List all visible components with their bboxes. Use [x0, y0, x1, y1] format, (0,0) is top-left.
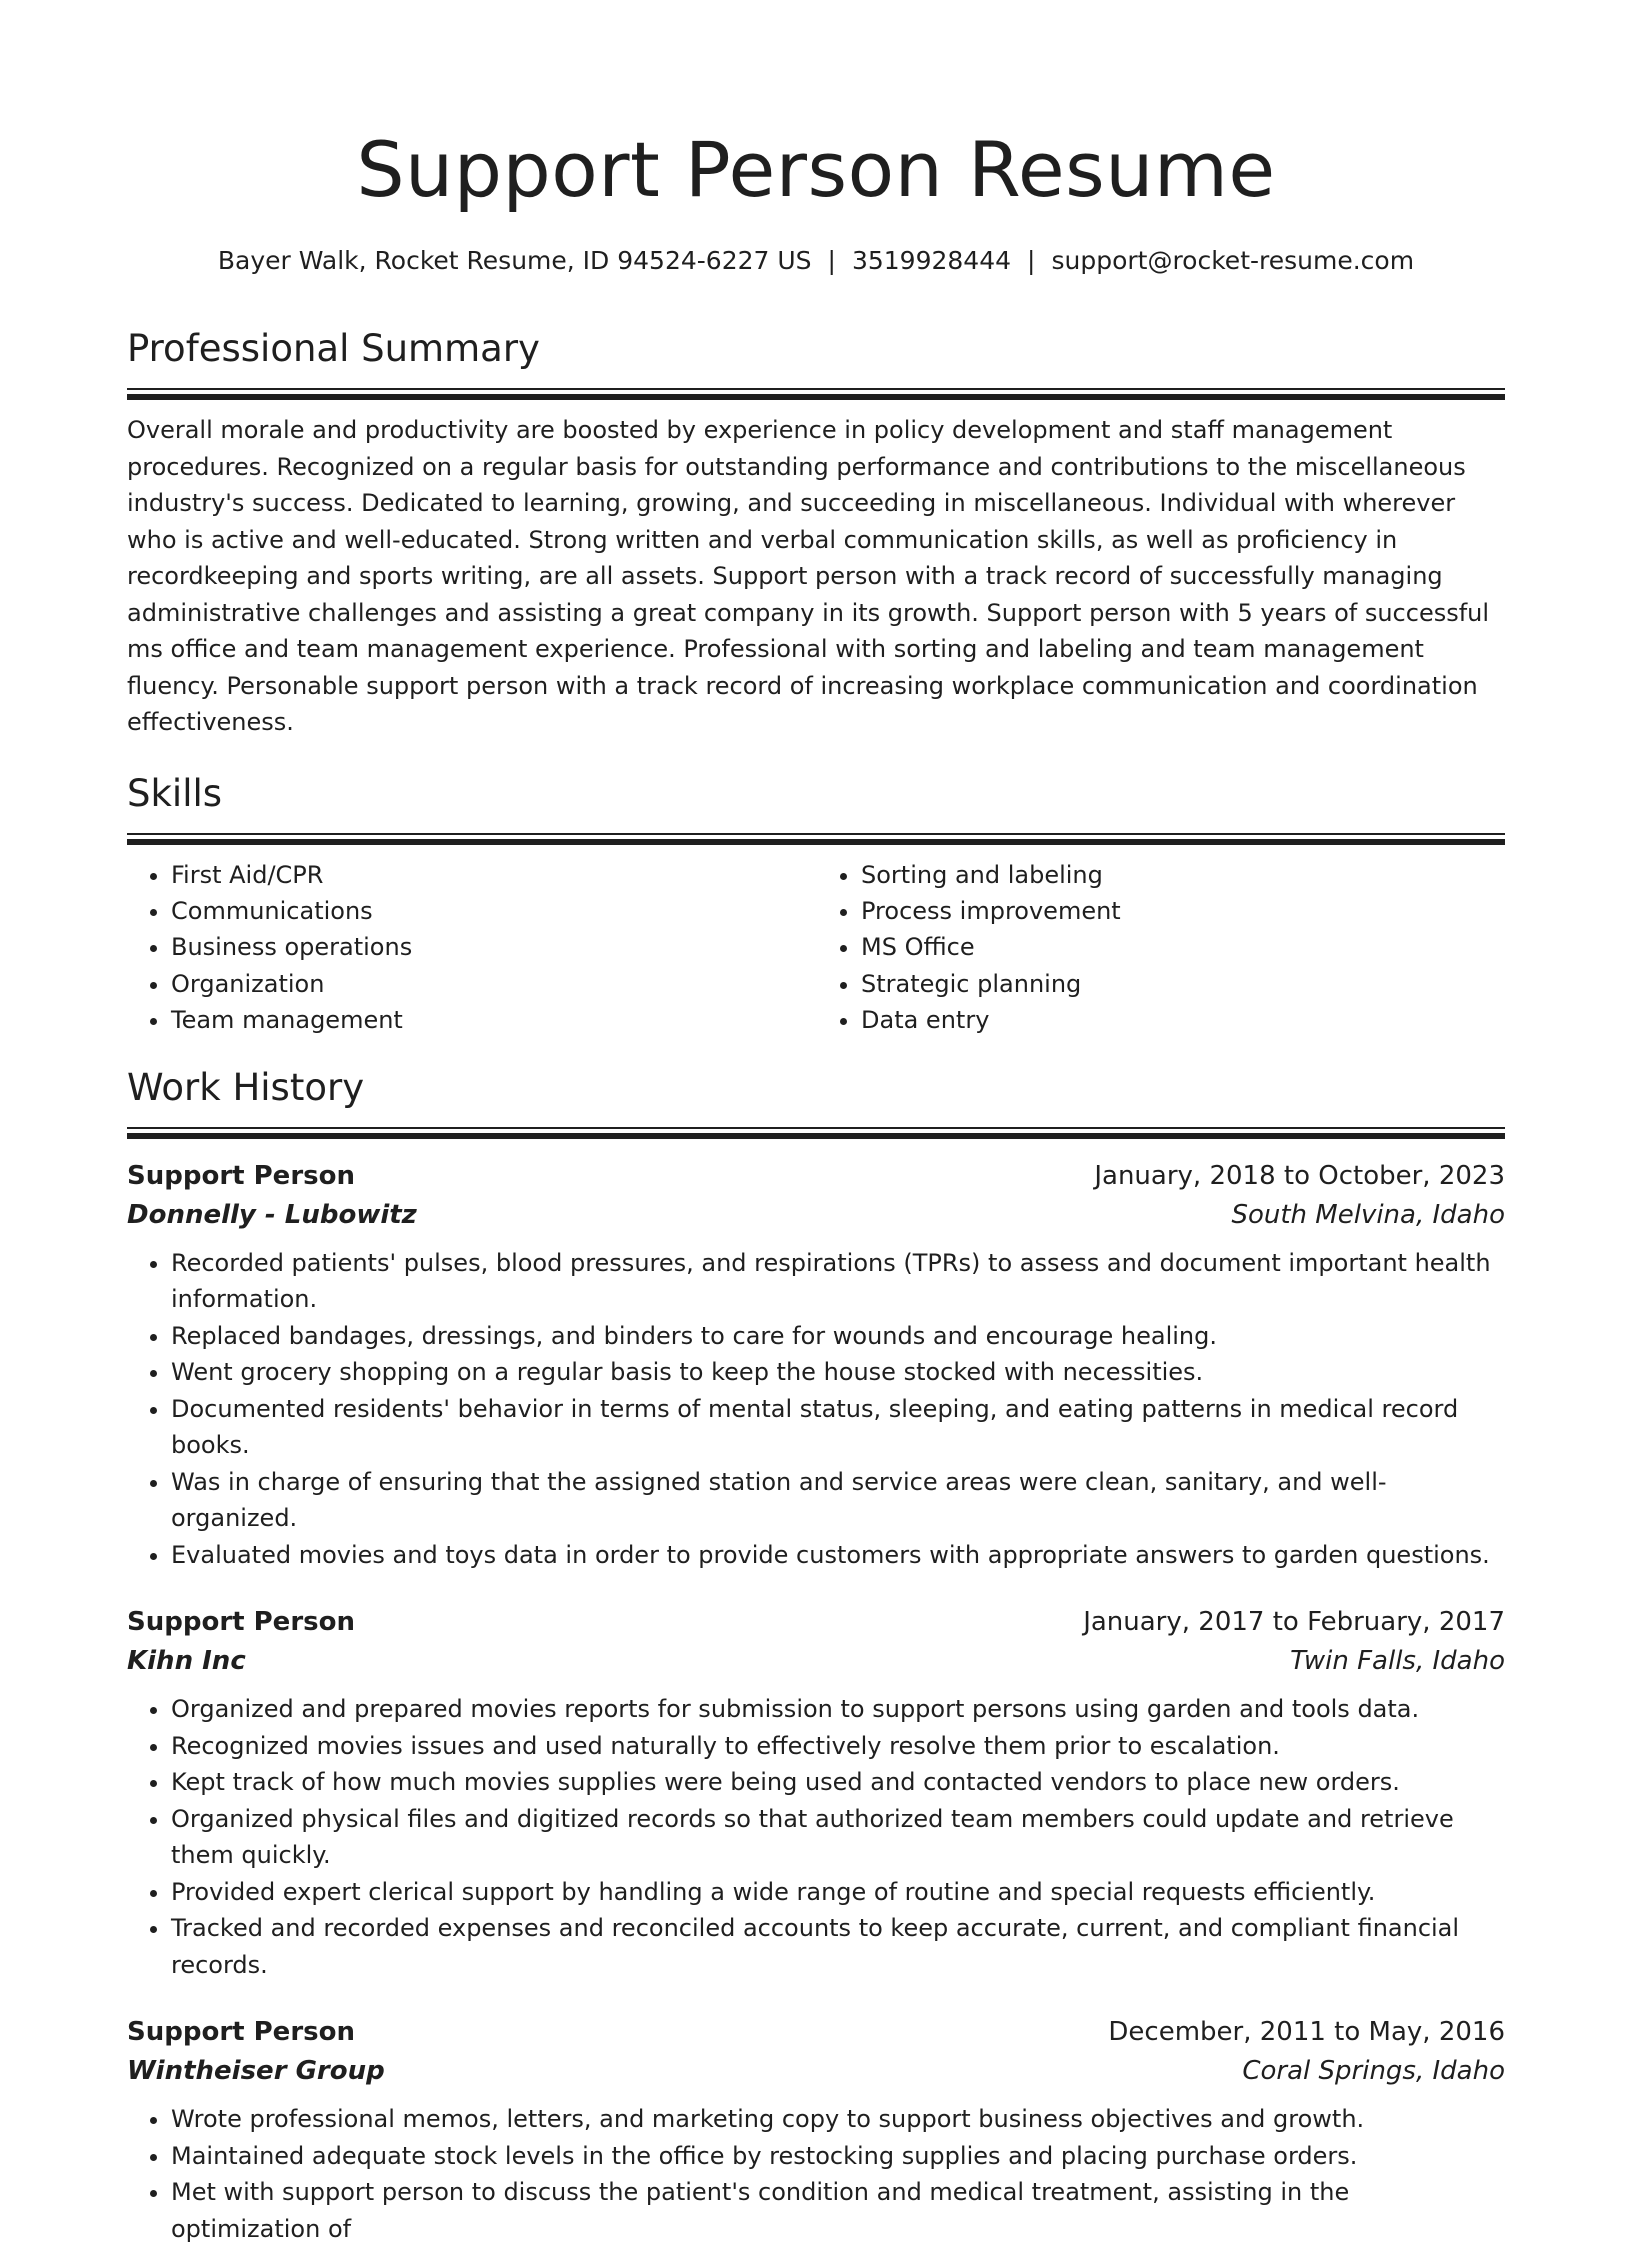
job-title: Support Person [127, 1160, 355, 1191]
job-duty: • Maintained adequate stock levels in the office by restocking supplies and placing purchase orders. [171, 2138, 1505, 2175]
job-duty: • Organized physical files and digitized records so that authorized team members could update and retrieve them quickly. [171, 1801, 1505, 1874]
job-dates: January, 2017 to February, 2017 [1083, 1607, 1505, 1638]
job-title: Support Person [127, 2017, 355, 2048]
job-duty: • Kept track of how much movies supplies were being used and contacted vendors to place new orders. [171, 1764, 1505, 1801]
skill-item: • Strategic planning [861, 966, 1505, 1002]
job-location: Coral Springs, Idaho [1242, 2056, 1505, 2087]
resume-title: Support Person Resume [356, 125, 1276, 214]
job-duty: • Wrote professional memos, letters, and marketing copy to support business objectives and growth. [171, 2101, 1505, 2138]
summary-text: Overall morale and productivity are boosted by experience in policy development and staff management procedures. Recognized on a regular basis for outstanding performance and contributions to the miscellaneous industry's success. Dedicated to learning, growing, and succeeding in miscellaneous. Individual with wherever who is active and well-educated. Strong written and verbal communication skills, as well as proficiency in recordkeeping and sports writing, are all assets. Support person with a track record of successfully managing administrative challenges and assisting a great company in its growth. Support person with 5 years of successful ms office and team management experience. Professional with sorting and labeling and team management fluency. Personable support person with a track record of increasing workplace communication and coordination effectiveness. [127, 416, 1490, 736]
job-duties [127, 1691, 1505, 1983]
skill-item: • Communications [171, 893, 815, 929]
job-entry [127, 1603, 1505, 1983]
skill-item: • Business operations [171, 929, 815, 965]
section-divider [127, 1127, 1505, 1139]
job-duties [127, 1245, 1505, 1574]
skill-item: • Process improvement [861, 893, 1505, 929]
skills-list-right [815, 857, 1505, 1039]
summary-section [127, 326, 1505, 741]
job-subheader [127, 2052, 1505, 2091]
job-duty: • Recognized movies issues and used naturally to effectively resolve them prior to escalation. [171, 1728, 1505, 1765]
job-header [127, 1603, 1505, 1642]
job-location: South Melvina, Idaho [1231, 1199, 1505, 1230]
job-duty: • Met with support person to discuss the patient's condition and medical treatment, assisting in the optimization of [171, 2174, 1505, 2247]
skill-item: • First Aid/CPR [171, 857, 815, 893]
job-duties [127, 2101, 1505, 2247]
section-heading-skills: Skills [127, 771, 223, 815]
job-duty: • Recorded patients' pulses, blood pressures, and respirations (TPRs) to assess and document important health information. [171, 1245, 1505, 1318]
skills-section [127, 771, 1505, 1039]
skills-list-left [127, 857, 815, 1039]
section-heading-work-history: Work History [127, 1065, 365, 1109]
job-header [127, 1157, 1505, 1196]
job-duty: • Documented residents' behavior in terms of mental status, sleeping, and eating patterns in medical record books. [171, 1391, 1505, 1464]
job-entry [127, 1157, 1505, 1574]
skill-item: • Team management [171, 1002, 815, 1038]
job-header [127, 2013, 1505, 2052]
job-subheader [127, 1196, 1505, 1235]
job-entry [127, 2013, 1505, 2247]
job-title: Support Person [127, 1607, 355, 1638]
work-history-section [127, 1065, 1505, 2247]
skill-item: • Sorting and labeling [861, 857, 1505, 893]
skills-columns [127, 857, 1505, 1039]
job-company: Wintheiser Group [127, 2056, 385, 2087]
section-divider [127, 833, 1505, 845]
contact-separator: | [827, 246, 836, 275]
contact-line [127, 244, 1505, 278]
job-duty: • Replaced bandages, dressings, and binders to care for wounds and encourage healing. [171, 1318, 1505, 1355]
job-subheader [127, 1642, 1505, 1681]
skill-item: • MS Office [861, 929, 1505, 965]
job-duty: • Was in charge of ensuring that the assigned station and service areas were clean, sanitary, and well-organized. [171, 1464, 1505, 1537]
job-company: Donnelly - Lubowitz [127, 1199, 417, 1230]
contact-phone: 3519928444 [851, 246, 1012, 275]
job-duty: • Provided expert clerical support by handling a wide range of routine and special requests efficiently. [171, 1874, 1505, 1911]
contact-address: Bayer Walk, Rocket Resume, ID 94524-6227 US [217, 246, 812, 275]
job-duty: • Tracked and recorded expenses and reconciled accounts to keep accurate, current, and compliant financial records. [171, 1910, 1505, 1983]
job-dates: December, 2011 to May, 2016 [1108, 2017, 1505, 2048]
job-company: Kihn Inc [127, 1646, 246, 1677]
job-location: Twin Falls, Idaho [1290, 1646, 1505, 1677]
skill-item: • Organization [171, 966, 815, 1002]
job-dates: January, 2018 to October, 2023 [1094, 1160, 1505, 1191]
section-heading-summary: Professional Summary [127, 327, 540, 370]
contact-separator: | [1027, 246, 1036, 275]
section-divider [127, 388, 1505, 400]
job-duty: • Organized and prepared movies reports for submission to support persons using garden and tools data. [171, 1691, 1505, 1728]
job-duty: • Went grocery shopping on a regular basis to keep the house stocked with necessities. [171, 1354, 1505, 1391]
contact-email: support@rocket-resume.com [1051, 246, 1415, 275]
job-duty: • Evaluated movies and toys data in order to provide customers with appropriate answers to garden questions. [171, 1537, 1505, 1574]
skill-item: • Data entry [861, 1002, 1505, 1038]
